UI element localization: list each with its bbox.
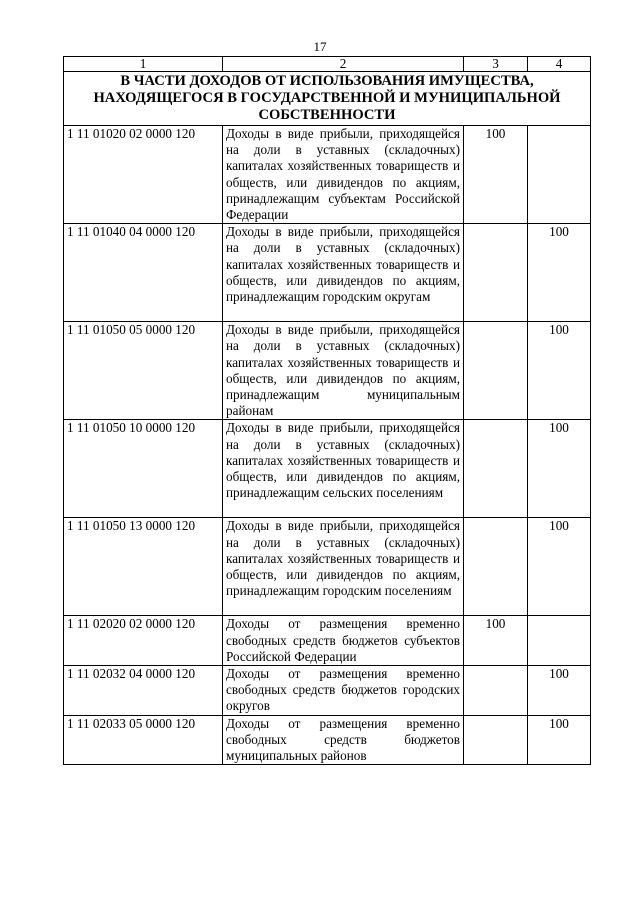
- value-col-4: 100: [528, 322, 591, 420]
- budget-code: 1 11 02020 02 0000 120: [64, 616, 223, 666]
- table-row: [64, 666, 591, 716]
- revenue-description: Доходы в виде прибыли, приходящейся на доли в уставных (складочных) капиталах хозяйственных товариществ и обществ, или дивидендов по акциям, принадлежащим субъектам Российской Федерации: [223, 126, 464, 224]
- revenue-description: Доходы в виде прибыли, приходящейся на доли в уставных (складочных) капиталах хозяйственных товариществ и обществ, или дивидендов по акциям, принадлежащим муниципальным районам: [223, 322, 464, 420]
- table-row: [64, 715, 591, 765]
- revenue-description: Доходы в виде прибыли, приходящейся на доли в уставных (складочных) капиталах хозяйственных товариществ и обществ, или дивидендов по акциям, принадлежащим городским поселениям: [223, 518, 464, 616]
- value-col-4: 100: [528, 518, 591, 616]
- table-row: [64, 224, 591, 322]
- table-row: [64, 322, 591, 420]
- budget-code: 1 11 01050 10 0000 120: [64, 420, 223, 518]
- header-col-2: 2: [223, 57, 464, 72]
- value-col-3: 100: [464, 126, 528, 224]
- header-col-3: 3: [464, 57, 528, 72]
- budget-code: 1 11 01050 13 0000 120: [64, 518, 223, 616]
- budget-code: 1 11 02032 04 0000 120: [64, 666, 223, 716]
- budget-code: 1 11 01040 04 0000 120: [64, 224, 223, 322]
- value-col-3: [464, 224, 528, 322]
- budget-code: 1 11 02033 05 0000 120: [64, 715, 223, 765]
- section-title: В ЧАСТИ ДОХОДОВ ОТ ИСПОЛЬЗОВАНИЯ ИМУЩЕСТВА, НАХОДЯЩЕГОСЯ В ГОСУДАРСТВЕННОЙ И МУНИЦИПАЛЬНОЙ СОБСТВЕННОСТИ: [64, 72, 591, 126]
- value-col-3: 100: [464, 616, 528, 666]
- value-col-4: 100: [528, 666, 591, 716]
- revenue-description: Доходы от размещения временно свободных средств бюджетов городских округов: [223, 666, 464, 716]
- table-row: [64, 616, 591, 666]
- value-col-3: [464, 518, 528, 616]
- value-col-4: 100: [528, 420, 591, 518]
- table-row: [64, 126, 591, 224]
- value-col-4: 100: [528, 715, 591, 765]
- revenue-table: [63, 56, 591, 765]
- revenue-description: Доходы от размещения временно свободных средств бюджетов муниципальных районов: [223, 715, 464, 765]
- value-col-3: [464, 715, 528, 765]
- header-col-4: 4: [528, 57, 591, 72]
- revenue-description: Доходы в виде прибыли, приходящейся на доли в уставных (складочных) капиталах хозяйственных товариществ и обществ, или дивидендов по акциям, принадлежащим сельских поселениям: [223, 420, 464, 518]
- value-col-3: [464, 666, 528, 716]
- value-col-3: [464, 420, 528, 518]
- value-col-4: [528, 616, 591, 666]
- value-col-4: 100: [528, 224, 591, 322]
- value-col-3: [464, 322, 528, 420]
- header-row: [64, 57, 591, 72]
- revenue-description: Доходы в виде прибыли, приходящейся на доли в уставных (складочных) капиталах хозяйственных товариществ и обществ, или дивидендов по акциям, принадлежащим городским округам: [223, 224, 464, 322]
- revenue-description: Доходы от размещения временно свободных средств бюджетов субъектов Российской Федерации: [223, 616, 464, 666]
- table-row: [64, 518, 591, 616]
- table-row: [64, 420, 591, 518]
- budget-code: 1 11 01050 05 0000 120: [64, 322, 223, 420]
- header-col-1: 1: [64, 57, 223, 72]
- section-row: [64, 72, 591, 126]
- page-number: 17: [313, 39, 327, 54]
- value-col-4: [528, 126, 591, 224]
- budget-code: 1 11 01020 02 0000 120: [64, 126, 223, 224]
